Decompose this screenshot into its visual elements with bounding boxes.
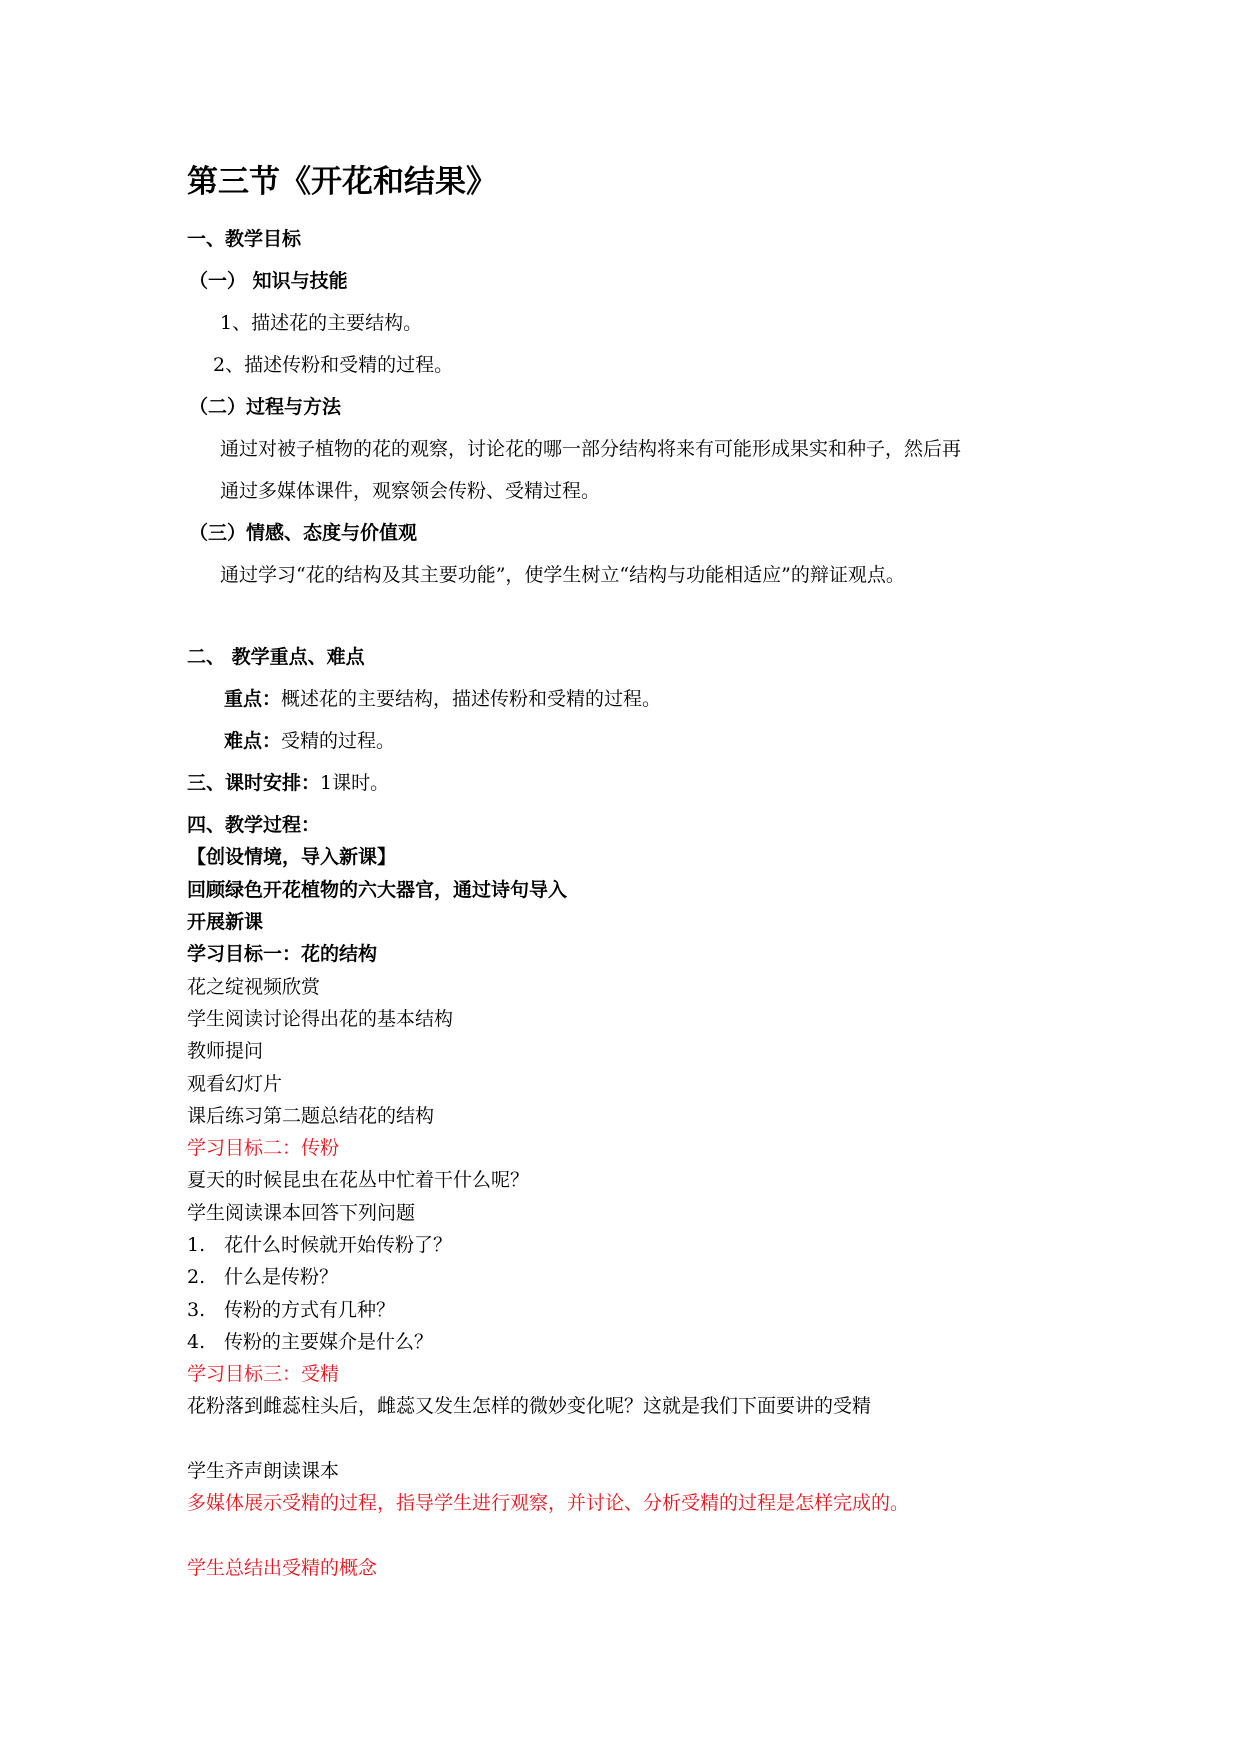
question-number: 4. [187,1331,206,1353]
bold-line: 回顾绿色开花植物的六大器官，通过诗句导入 [187,879,568,901]
section-heading-keypoints: 二、 教学重点、难点 [187,646,365,668]
difficulty-label: 难点： [224,730,282,752]
text-line: 课后练习第二题总结花的结构 [187,1105,435,1127]
section-heading-process: 四、教学过程： [187,814,321,836]
text-line: 学生阅读讨论得出花的基本结构 [187,1008,454,1030]
key-point-text: 概述花的主要结构，描述传粉和受精的过程。 [281,688,662,710]
question-text: 传粉的主要媒介是什么？ [224,1331,434,1353]
question-item [187,1265,338,1289]
question-item [187,1298,395,1322]
question-item [187,1330,433,1354]
question-text: 什么是传粉？ [224,1266,339,1288]
text-line: 夏天的时候昆虫在花丛中忙着干什么呢？ [187,1169,530,1191]
key-point-line [224,687,661,711]
question-number: 1. [187,1234,206,1256]
question-text: 传粉的方式有几种？ [224,1299,396,1321]
bold-line: 学习目标一：花的结构 [187,943,378,965]
red-text-line: 多媒体展示受精的过程，指导学生进行观察，并讨论、分析受精的过程是怎样完成的。 [187,1492,910,1514]
objective-item: 2、描述传粉和受精的过程。 [213,354,454,376]
red-text-line: 学生总结出受精的概念 [187,1557,378,1579]
paragraph-line: 通过学习“花的结构及其主要功能”，使学生树立“结构与功能相适应”的辩证观点。 [220,564,905,586]
question-text: 花什么时候就开始传粉了？ [224,1234,453,1256]
paragraph-line: 通过多媒体课件，观察领会传粉、受精过程。 [220,480,601,502]
paragraph-line: 通过对被子植物的花的观察，讨论花的哪一部分结构将来有可能形成果实和种子，然后再 [220,438,962,460]
difficulty-text: 受精的过程。 [281,730,396,752]
schedule-text: 1课时。 [320,772,390,794]
subheading-attitude: （三）情感、态度与价值观 [189,522,418,544]
key-point-label: 重点： [224,688,282,710]
subheading-process: （二）过程与方法 [189,396,342,418]
objective-item: 1、描述花的主要结构。 [220,312,423,334]
page-title: 第三节《开花和结果》 [187,164,497,200]
schedule-label: 三、课时安排： [187,772,321,794]
difficulty-line [224,729,395,753]
question-item [187,1233,452,1257]
goal-heading-red: 学习目标三：受精 [187,1363,340,1385]
question-number: 3. [187,1299,206,1321]
text-line: 观看幻灯片 [187,1073,283,1095]
text-line: 教师提问 [187,1040,264,1062]
text-line: 花之绽视频欣赏 [187,976,321,998]
schedule-line [187,771,389,795]
subheading-knowledge: （一） 知识与技能 [189,270,348,292]
section-heading-objectives: 一、教学目标 [187,228,302,250]
bold-line: 【创设情境，导入新课】 [187,846,397,868]
question-number: 2. [187,1266,206,1288]
bold-line: 开展新课 [187,911,264,933]
text-line: 学生齐声朗读课本 [187,1460,340,1482]
goal-heading-red: 学习目标二：传粉 [187,1137,340,1159]
text-line: 花粉落到雌蕊柱头后，雌蕊又发生怎样的微妙变化呢？这就是我们下面要讲的受精 [187,1395,872,1417]
text-line: 学生阅读课本回答下列问题 [187,1202,416,1224]
